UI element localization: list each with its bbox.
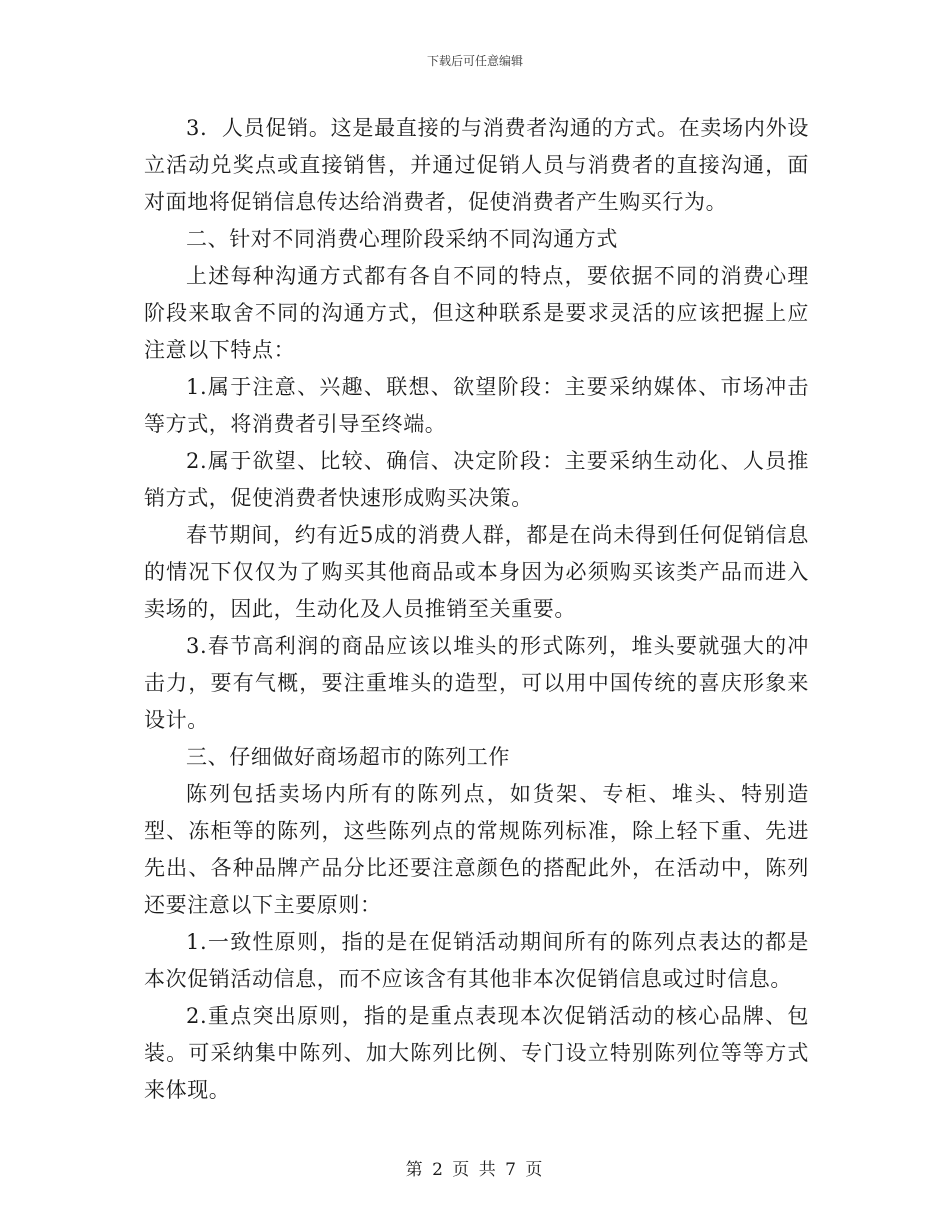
list-item-stage-2: 2.属于欲望、比较、确信、决定阶段：主要采纳生动化、人员推销方式，促使消费者快速形成购买决策。 [144, 449, 809, 510]
section-heading-2: 二、针对不同消费心理阶段采纳不同沟通方式 [186, 227, 618, 251]
page-number-footer: 第 2 页 共 7 页 [405, 1160, 545, 1180]
list-item-stage-1: 1.属于注意、兴趣、联想、欲望阶段：主要采纳媒体、市场冲击等方式，将消费者引导至终端。 [144, 375, 809, 436]
page-header: 下载后可任意编辑 [426, 54, 523, 68]
document-body [144, 110, 809, 1109]
list-item-principle-1: 1.一致性原则，指的是在促销活动期间所有的陈列点表达的都是本次促销活动信息，而不应该含有其他非本次促销信息或过时信息。 [144, 930, 809, 991]
paragraph-display-intro: 陈列包括卖场内所有的陈列点，如货架、专柜、堆头、特别造型、冻柜等的陈列，这些陈列点的常规陈列标准，除上轻下重、先进先出、各种品牌产品分比还要注意颜色的搭配此外，在活动中，陈列还要注意以下主要原则： [144, 782, 809, 917]
paragraph-spring-festival: 春节期间，约有近5成的消费人群，都是在尚未得到任何促销信息的情况下仅仅为了购买其他商品或本身因为必须购买该类产品而进入卖场的，因此，生动化及人员推销至关重要。 [144, 523, 809, 621]
section-heading-3: 三、仔细做好商场超市的陈列工作 [186, 745, 510, 769]
list-item-display-3: 3.春节高利润的商品应该以堆头的形式陈列，堆头要就强大的冲击力，要有气概，要注重堆头的造型，可以用中国传统的喜庆形象来设计。 [144, 634, 809, 732]
paragraph-personnel-promotion: 3．人员促销。这是最直接的与消费者沟通的方式。在卖场内外设立活动兑奖点或直接销售，并通过促销人员与消费者的直接沟通，面对面地将促销信息传达给消费者，促使消费者产生购买行为。 [144, 116, 809, 214]
paragraph-communication-intro: 上述每种沟通方式都有各自不同的特点，要依据不同的消费心理阶段来取舍不同的沟通方式，但这种联系是要求灵活的应该把握上应注意以下特点： [144, 264, 809, 362]
list-item-principle-2: 2.重点突出原则，指的是重点表现本次促销活动的核心品牌、包装。可采纳集中陈列、加大陈列比例、专门设立特别陈列位等等方式来体现。 [144, 1004, 809, 1102]
